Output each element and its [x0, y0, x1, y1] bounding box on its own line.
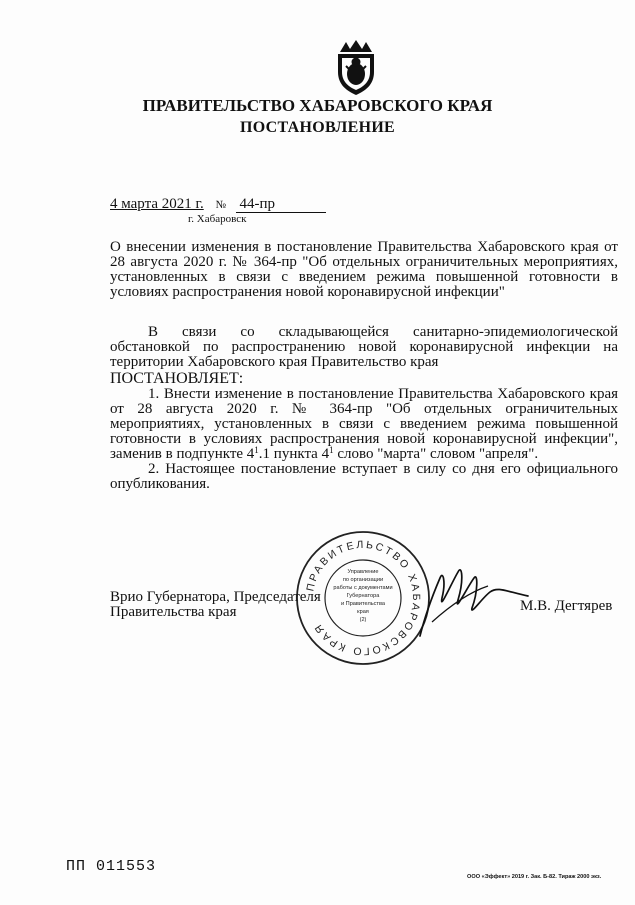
form-serial-number: ПП 011553: [66, 858, 157, 875]
svg-text:по организации: по организации: [342, 577, 384, 583]
document-type-title: ПОСТАНОВЛЕНИЕ: [239, 119, 396, 136]
signatory-name: М.В. Дегтярев: [520, 598, 613, 614]
svg-text:Губернатора: Губернатора: [346, 593, 380, 599]
position-line-2: Правительства края: [110, 604, 237, 620]
signatory-position: [110, 590, 321, 620]
handwritten-signature: [412, 552, 532, 644]
document-subject: О внесении изменения в постановление Правительства Хабаровского края от 28 августа 2020 г. № 364-пр "Об отдельных ограничительных мероприятиях, установленных в связи с введением режима повышенной готовности в условиях распространения новой коронавирусной инфекции": [110, 239, 618, 300]
seal-ring-text: ПРАВИТЕЛЬСТВО ХАБАРОВСКОГО КРАЯ: [304, 538, 423, 658]
document-date: 4 марта 2021 г.: [110, 196, 204, 212]
date-number-line: [110, 196, 326, 213]
svg-text:работы с документами: работы с документами: [333, 585, 393, 591]
svg-text:края: края: [357, 609, 369, 615]
number-sign: №: [215, 199, 226, 211]
document-body: [110, 325, 618, 492]
svg-text:и Правительства: и Правительства: [341, 601, 385, 607]
svg-text:(2): (2): [359, 617, 367, 623]
city-label: г. Хабаровск: [188, 213, 247, 225]
decree-word: ПОСТАНОВЛЯЕТ:: [110, 370, 244, 387]
printer-imprint: ООО «Эффект» 2019 г. Зак. Б-82. Тираж 2000 экз.: [467, 874, 602, 880]
document-number: 44-пр: [236, 197, 326, 213]
coat-of-arms-icon: [332, 40, 380, 96]
position-line-1: Врио Губернатора, Председателя: [110, 589, 321, 605]
item-2-paragraph: 2. Настоящее постановление вступает в силу со дня его официального опубликования.: [110, 461, 618, 492]
preamble-paragraph: В связи со складывающейся санитарно-эпидемиологической обстановкой по распространению новой коронавирусной инфекции на территории Хабаровского края Правительство края: [110, 324, 618, 370]
organization-title: ПРАВИТЕЛЬСТВО ХАБАРОВСКОГО КРАЯ: [142, 96, 493, 115]
item-1-paragraph: 1. Внести изменение в постановление Правительства Хабаровского края от 28 августа 2020 г. № 364-пр "Об отдельных ограничительных мероприятиях, установленных в связи с введением режима повышенной готовности в условиях распространения новой коронавирусной инфекции", заменив в подпункте $4^1.1$ пункта $4^1$ слово "марта" словом "апреля".: [110, 386, 618, 462]
svg-text:Управление: Управление: [347, 569, 379, 575]
